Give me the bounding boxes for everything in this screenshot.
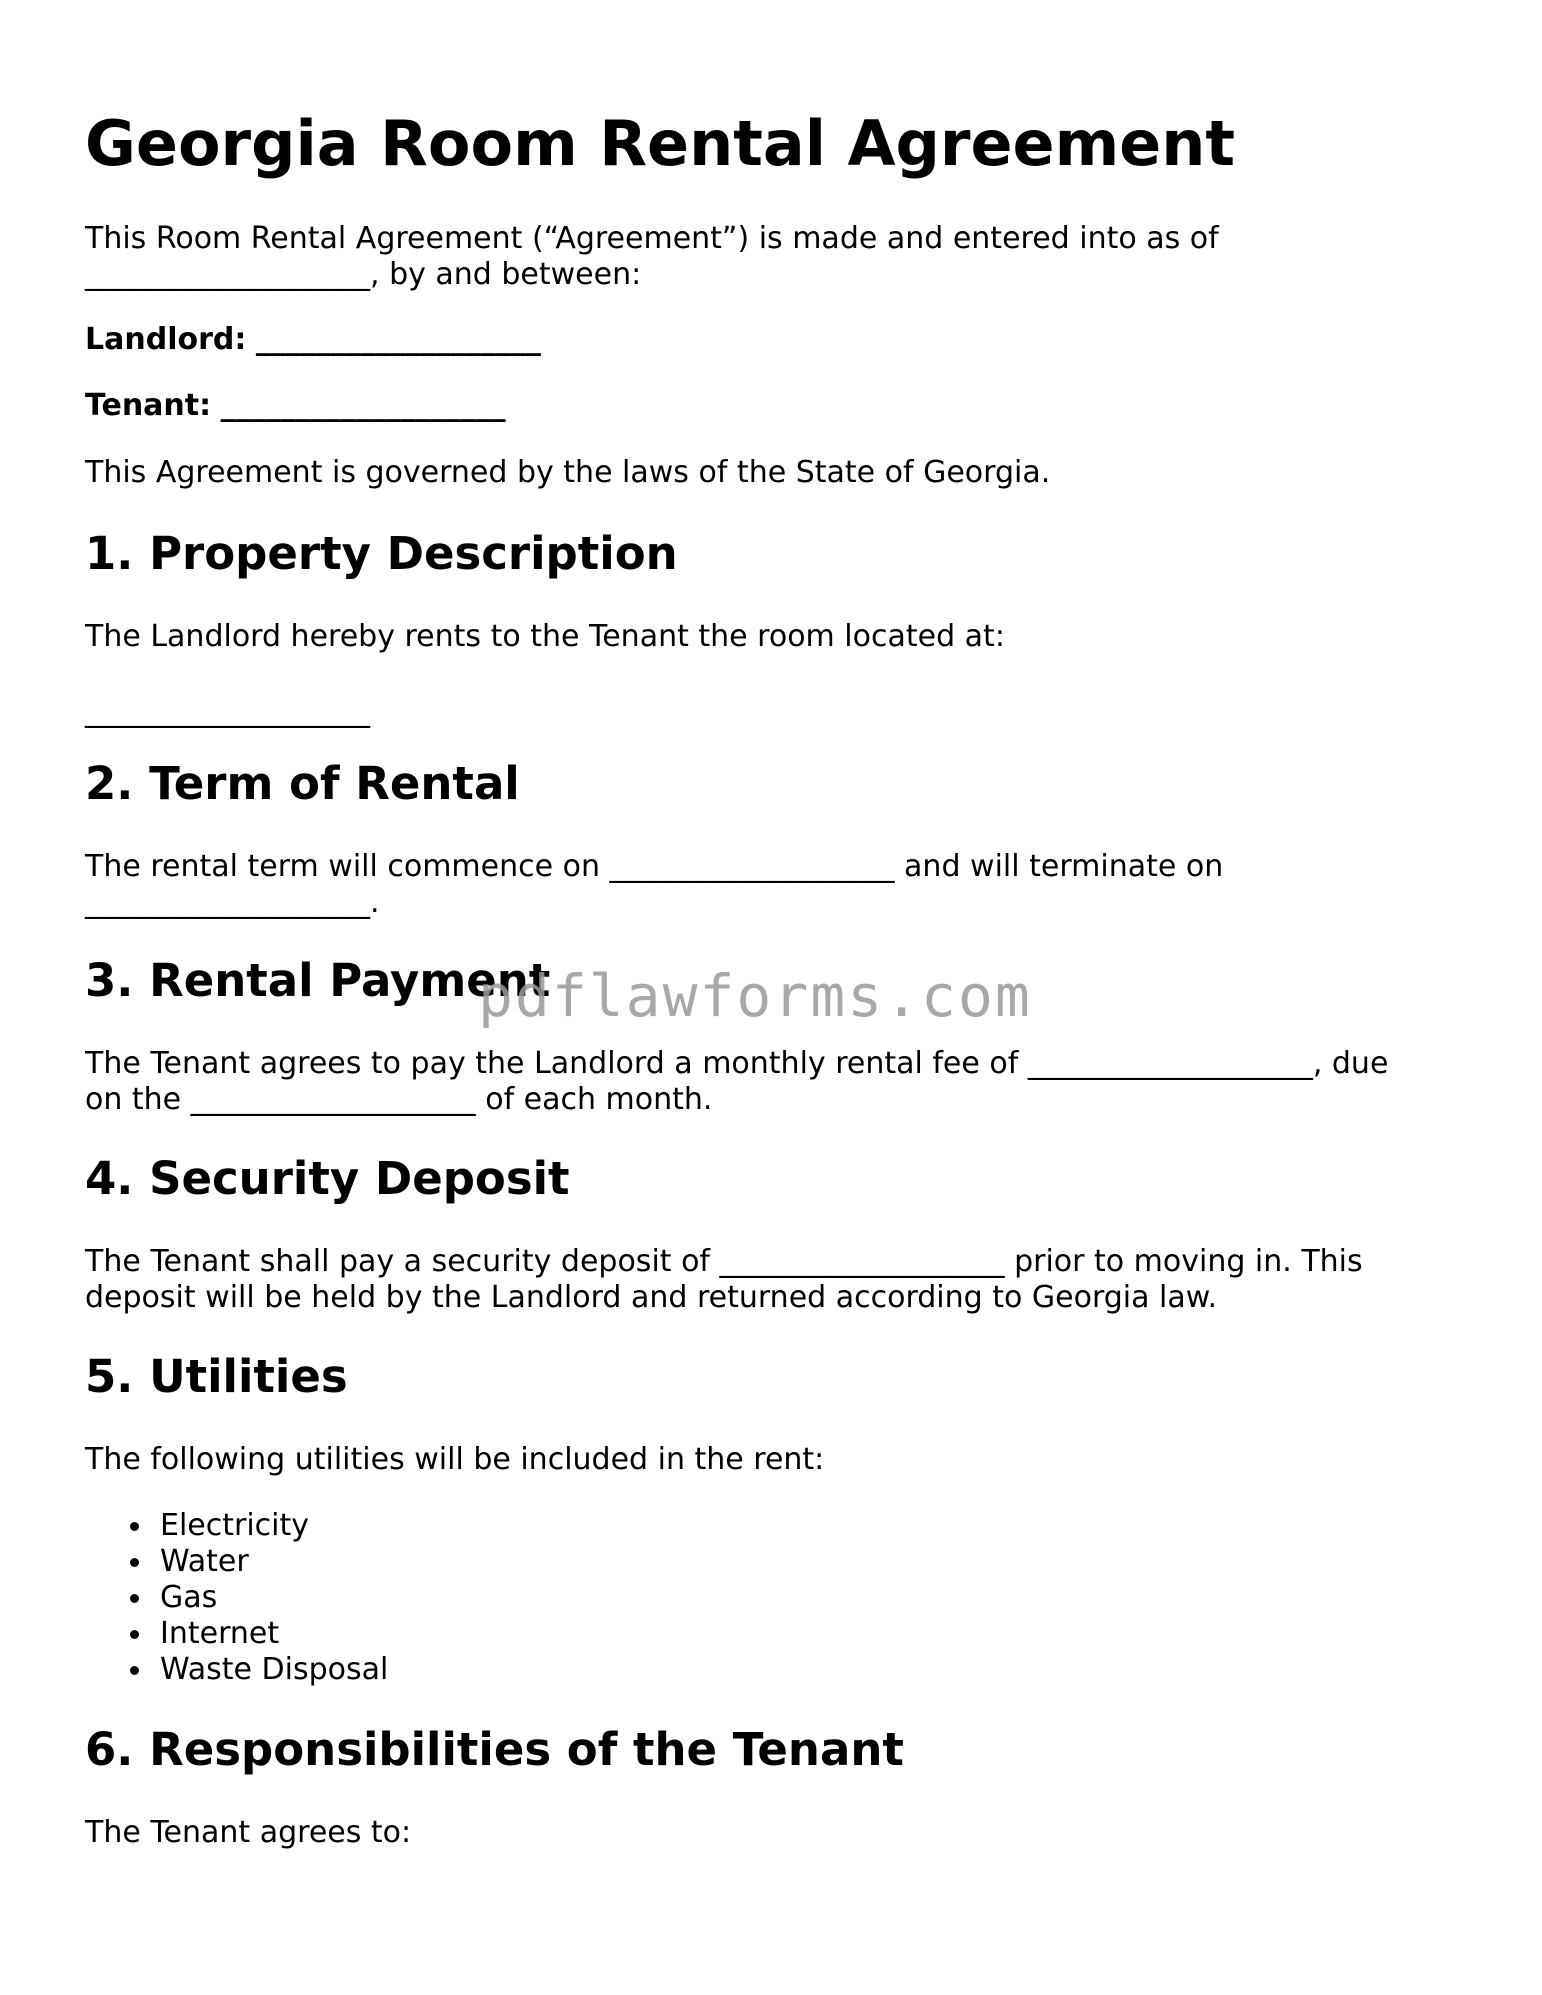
section-3-paragraph [85, 1046, 1388, 1118]
section-3-heading: 3. Rental Payment [85, 954, 551, 1007]
utilities-list [85, 1508, 388, 1688]
landlord-line [85, 322, 541, 358]
section-2-line-1: The rental term will commence on ___________________ and will terminate on [85, 849, 1224, 884]
section-1-address-blank: ___________________ [85, 694, 370, 729]
document-title: Georgia Room Rental Agreement [85, 107, 1235, 180]
section-1-text: The Landlord hereby rents to the Tenant the room located at: [85, 619, 1005, 654]
section-2-line-2: ___________________. [85, 885, 380, 920]
watermark-text: pdflawforms.com [478, 962, 1032, 1030]
list-item: Gas [85, 1580, 388, 1616]
section-2-heading: 2. Term of Rental [85, 757, 520, 810]
tenant-label: Tenant: [85, 388, 212, 423]
section-1-heading: 1. Property Description [85, 527, 678, 580]
intro-paragraph [85, 221, 1219, 293]
section-3-line-2: on the ___________________ of each month. [85, 1082, 713, 1117]
section-6-heading: 6. Responsibilities of the Tenant [85, 1723, 904, 1776]
landlord-label: Landlord: [85, 322, 247, 357]
tenant-line [85, 388, 506, 424]
list-item: Water [85, 1544, 388, 1580]
section-4-line-1: The Tenant shall pay a security deposit of ___________________ prior to moving in. This [85, 1244, 1363, 1279]
list-item: Electricity [85, 1508, 388, 1544]
intro-line-2: ___________________, by and between: [85, 257, 642, 292]
list-item: Waste Disposal [85, 1652, 388, 1688]
section-2-paragraph [85, 849, 1223, 921]
landlord-blank: ___________________ [255, 322, 541, 357]
intro-line-1: This Room Rental Agreement (“Agreement”) is made and entered into as of [85, 221, 1219, 256]
section-5-heading: 5. Utilities [85, 1350, 348, 1403]
section-4-heading: 4. Security Deposit [85, 1152, 570, 1205]
section-4-line-2: deposit will be held by the Landlord and returned according to Georgia law. [85, 1280, 1218, 1315]
section-6-text: The Tenant agrees to: [85, 1815, 412, 1850]
section-5-text: The following utilities will be included in the rent: [85, 1442, 825, 1477]
tenant-blank: ___________________ [220, 388, 506, 423]
section-4-paragraph [85, 1244, 1363, 1316]
section-3-line-1: The Tenant agrees to pay the Landlord a monthly rental fee of ___________________, due [85, 1046, 1389, 1081]
governing-law-text: This Agreement is governed by the laws of the State of Georgia. [85, 455, 1051, 490]
list-item: Internet [85, 1616, 388, 1652]
